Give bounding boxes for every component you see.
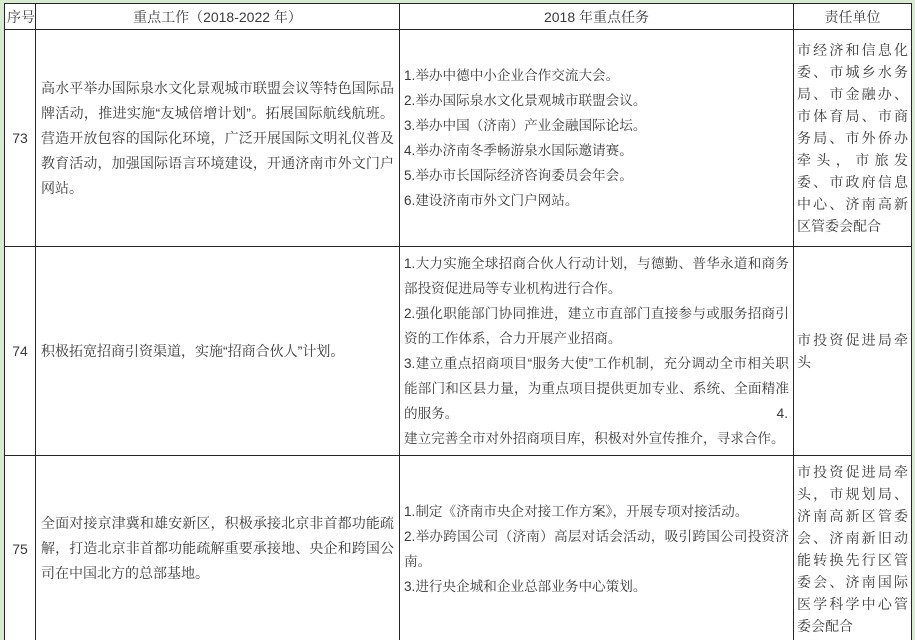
tasks-cell — [400, 456, 794, 640]
table-row — [5, 247, 912, 456]
responsible-unit-cell — [794, 247, 912, 456]
col-header-work: 重点工作（2018-2022 年） — [36, 4, 400, 30]
row-number: 75 — [5, 456, 36, 640]
task-item: 5.举办市长国际经济咨询委员会年会。 — [404, 168, 633, 183]
work-plan-table — [4, 3, 912, 640]
key-work-cell — [36, 30, 400, 247]
responsible-unit-text: 市经济和信息化委、市城乡水务局、市金融办、市体育局、市商务局、市外侨办牵头，市旅发委、市政府信息中心、济南高新区管委会配合 — [797, 42, 908, 234]
task-item: 1.大力实施全球招商合伙人行动计划，与德勤、普华永道和商务部投资促进局等专业机构进行合作。 — [404, 256, 789, 296]
key-work-text: 高水平举办国际泉水文化景观城市联盟会议等特色国际品牌活动，推进实施“友城倍增计划”。拓展国际航线航班。营造开放包容的国际化环境，广泛开展国际文明礼仪普及教育活动，加强国际语言环境建设，开通济南市外文门户网站。 — [41, 79, 394, 196]
col-header-no: 序号 — [5, 4, 36, 30]
key-work-cell — [36, 247, 400, 456]
table-row — [5, 30, 912, 247]
task-item: 2.举办国际泉水文化景观城市联盟会议。 — [404, 93, 647, 108]
tasks-cell — [400, 247, 794, 456]
task-item: 2.强化职能部门协同推进，建立市直部门直接参与或服务招商引资的工作体系，合力开展产业招商。 — [404, 306, 789, 346]
responsible-unit-cell — [794, 30, 912, 247]
table-row — [5, 456, 912, 640]
col-header-unit: 责任单位 — [794, 4, 912, 30]
task-item: 1.举办中德中小企业合作交流大会。 — [404, 68, 620, 83]
header-row — [5, 4, 912, 30]
task-text: 3.建立重点招商项目“服务大使”工作机制，充分调动全市相关职能部门和区县力量，为重点项目提供更加专业、系统、全面精准的服务。 — [404, 356, 789, 421]
responsible-unit-text: 市投资促进局牵头 — [797, 332, 908, 370]
row-number: 73 — [5, 30, 36, 247]
row-number: 74 — [5, 247, 36, 456]
task-item: 1.制定《济南市央企对接工作方案》，开展专项对接活动。 — [404, 503, 749, 519]
task-item: 3.举办中国（济南）产业金融国际论坛。 — [404, 118, 647, 133]
key-work-text: 全面对接京津冀和雄安新区，积极承接北京非首都功能疏解，打造北京非首都功能疏解重要承接地、央企和跨国公司在中国北方的总部基地。 — [41, 515, 394, 581]
col-header-tasks: 2018 年重点任务 — [400, 4, 794, 30]
key-work-cell — [36, 456, 400, 640]
key-work-text: 积极拓宽招商引资渠道，实施“招商合伙人”计划。 — [41, 342, 345, 359]
responsible-unit-text: 市投资促进局牵头，市规划局、济南高新区管委会、济南新旧动能转换先行区管委会、济南国际医学科学中心管委会配合 — [797, 463, 908, 634]
task-item — [404, 351, 789, 426]
task-item: 4.举办济南冬季畅游泉水国际邀请赛。 — [404, 143, 633, 158]
responsible-unit-cell — [794, 456, 912, 640]
task-item: 2.举办跨国公司（济南）高层对话会活动，吸引跨国公司投资济南。 — [404, 528, 789, 569]
orphan-number-marker: 4. — [776, 406, 788, 421]
task-item: 3.进行央企城和企业总部业务中心策划。 — [404, 578, 647, 594]
task-item: 6.建设济南市外文门户网站。 — [404, 193, 579, 208]
tasks-cell — [400, 30, 794, 247]
task-item: 建立完善全市对外招商项目库，积极对外宣传推介，寻求合作。 — [404, 431, 785, 446]
